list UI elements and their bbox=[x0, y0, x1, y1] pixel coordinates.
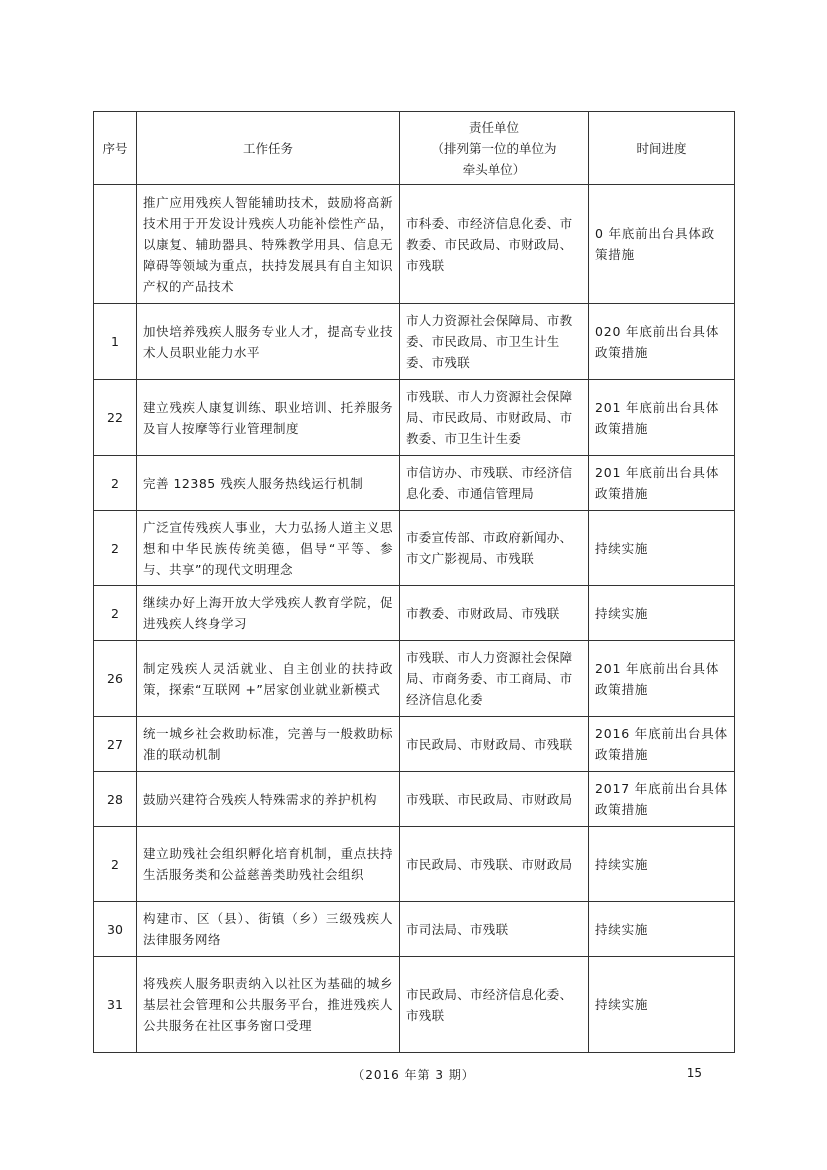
table-header-row bbox=[94, 112, 735, 185]
task-table bbox=[93, 111, 735, 1053]
row-unit: 市残联、市人力资源社会保障局、市商务委、市工商局、市经济信息化委 bbox=[400, 641, 589, 717]
row-task: 将残疾人服务职责纳入以社区为基础的城乡基层社会管理和公共服务平台，推进残疾人公共服务在社区事务窗口受理 bbox=[137, 957, 400, 1053]
header-unit-line3: 牵头单位） bbox=[462, 161, 526, 177]
row-num: 2 bbox=[94, 456, 137, 511]
row-unit: 市司法局、市残联 bbox=[400, 902, 589, 957]
table-row bbox=[94, 586, 735, 641]
row-unit: 市人力资源社会保障局、市教委、市民政局、市卫生计生委、市残联 bbox=[400, 304, 589, 380]
row-num: 1 bbox=[94, 304, 137, 380]
row-time: 020 年底前出台具体政策措施 bbox=[589, 304, 735, 380]
row-unit: 市民政局、市财政局、市残联 bbox=[400, 717, 589, 772]
row-task: 完善 12385 残疾人服务热线运行机制 bbox=[137, 456, 400, 511]
row-time: 持续实施 bbox=[589, 586, 735, 641]
row-unit: 市民政局、市经济信息化委、市残联 bbox=[400, 957, 589, 1053]
table-row bbox=[94, 456, 735, 511]
row-task: 建立残疾人康复训练、职业培训、托养服务及盲人按摩等行业管理制度 bbox=[137, 380, 400, 456]
row-time: 2016 年底前出台具体政策措施 bbox=[589, 717, 735, 772]
row-time: 持续实施 bbox=[589, 902, 735, 957]
row-time: 持续实施 bbox=[589, 957, 735, 1053]
row-task: 建立助残社会组织孵化培育机制，重点扶持生活服务类和公益慈善类助残社会组织 bbox=[137, 827, 400, 902]
header-num: 序号 bbox=[94, 112, 137, 185]
row-time: 201 年底前出台具体政策措施 bbox=[589, 380, 735, 456]
table-row bbox=[94, 772, 735, 827]
table-row bbox=[94, 717, 735, 772]
row-unit: 市残联、市民政局、市财政局 bbox=[400, 772, 589, 827]
table-row bbox=[94, 957, 735, 1053]
row-time: 201 年底前出台具体政策措施 bbox=[589, 456, 735, 511]
row-time: 0 年底前出台具体政策措施 bbox=[589, 185, 735, 304]
row-unit: 市教委、市财政局、市残联 bbox=[400, 586, 589, 641]
row-num: 27 bbox=[94, 717, 137, 772]
table-row bbox=[94, 380, 735, 456]
header-unit-line2: （排列第一位的单位为 bbox=[431, 140, 557, 156]
issue-label: （2016 年第 3 期） bbox=[352, 1068, 475, 1082]
row-unit: 市残联、市人力资源社会保障局、市民政局、市财政局、市教委、市卫生计生委 bbox=[400, 380, 589, 456]
row-num: 26 bbox=[94, 641, 137, 717]
header-task: 工作任务 bbox=[137, 112, 400, 185]
row-task: 制定残疾人灵活就业、自主创业的扶持政策，探索“互联网 +”居家创业就业新模式 bbox=[137, 641, 400, 717]
table-row bbox=[94, 185, 735, 304]
table-row bbox=[94, 304, 735, 380]
row-unit: 市科委、市经济信息化委、市教委、市民政局、市财政局、市残联 bbox=[400, 185, 589, 304]
row-time: 2017 年底前出台具体政策措施 bbox=[589, 772, 735, 827]
header-unit-line1: 责任单位 bbox=[468, 119, 519, 135]
row-time: 持续实施 bbox=[589, 511, 735, 586]
table-row bbox=[94, 511, 735, 586]
row-task: 构建市、区（县）、街镇（乡）三级残疾人法律服务网络 bbox=[137, 902, 400, 957]
row-num: 2 bbox=[94, 586, 137, 641]
row-num bbox=[94, 185, 137, 304]
row-num: 28 bbox=[94, 772, 137, 827]
row-num: 2 bbox=[94, 827, 137, 902]
row-time: 201 年底前出台具体政策措施 bbox=[589, 641, 735, 717]
header-time: 时间进度 bbox=[589, 112, 735, 185]
table-row bbox=[94, 641, 735, 717]
row-task: 继续办好上海开放大学残疾人教育学院，促进残疾人终身学习 bbox=[137, 586, 400, 641]
header-unit bbox=[400, 112, 589, 185]
row-num: 30 bbox=[94, 902, 137, 957]
page-footer bbox=[93, 1066, 734, 1084]
row-num: 2 bbox=[94, 511, 137, 586]
row-task: 加快培养残疾人服务专业人才，提高专业技术人员职业能力水平 bbox=[137, 304, 400, 380]
row-num: 31 bbox=[94, 957, 137, 1053]
page-number: 15 bbox=[686, 1066, 702, 1080]
row-task: 推广应用残疾人智能辅助技术，鼓励将高新技术用于开发设计残疾人功能补偿性产品，以康复、辅助器具、特殊教学用具、信息无障碍等领域为重点，扶持发展具有自主知识产权的产品技术 bbox=[137, 185, 400, 304]
row-time: 持续实施 bbox=[589, 827, 735, 902]
row-task: 广泛宣传残疾人事业，大力弘扬人道主义思想和中华民族传统美德，倡导“平等、参与、共享”的现代文明理念 bbox=[137, 511, 400, 586]
row-unit: 市信访办、市残联、市经济信息化委、市通信管理局 bbox=[400, 456, 589, 511]
row-task: 统一城乡社会救助标准，完善与一般救助标准的联动机制 bbox=[137, 717, 400, 772]
row-unit: 市委宣传部、市政府新闻办、市文广影视局、市残联 bbox=[400, 511, 589, 586]
row-task: 鼓励兴建符合残疾人特殊需求的养护机构 bbox=[137, 772, 400, 827]
table-row bbox=[94, 827, 735, 902]
table-row bbox=[94, 902, 735, 957]
row-num: 22 bbox=[94, 380, 137, 456]
row-unit: 市民政局、市残联、市财政局 bbox=[400, 827, 589, 902]
